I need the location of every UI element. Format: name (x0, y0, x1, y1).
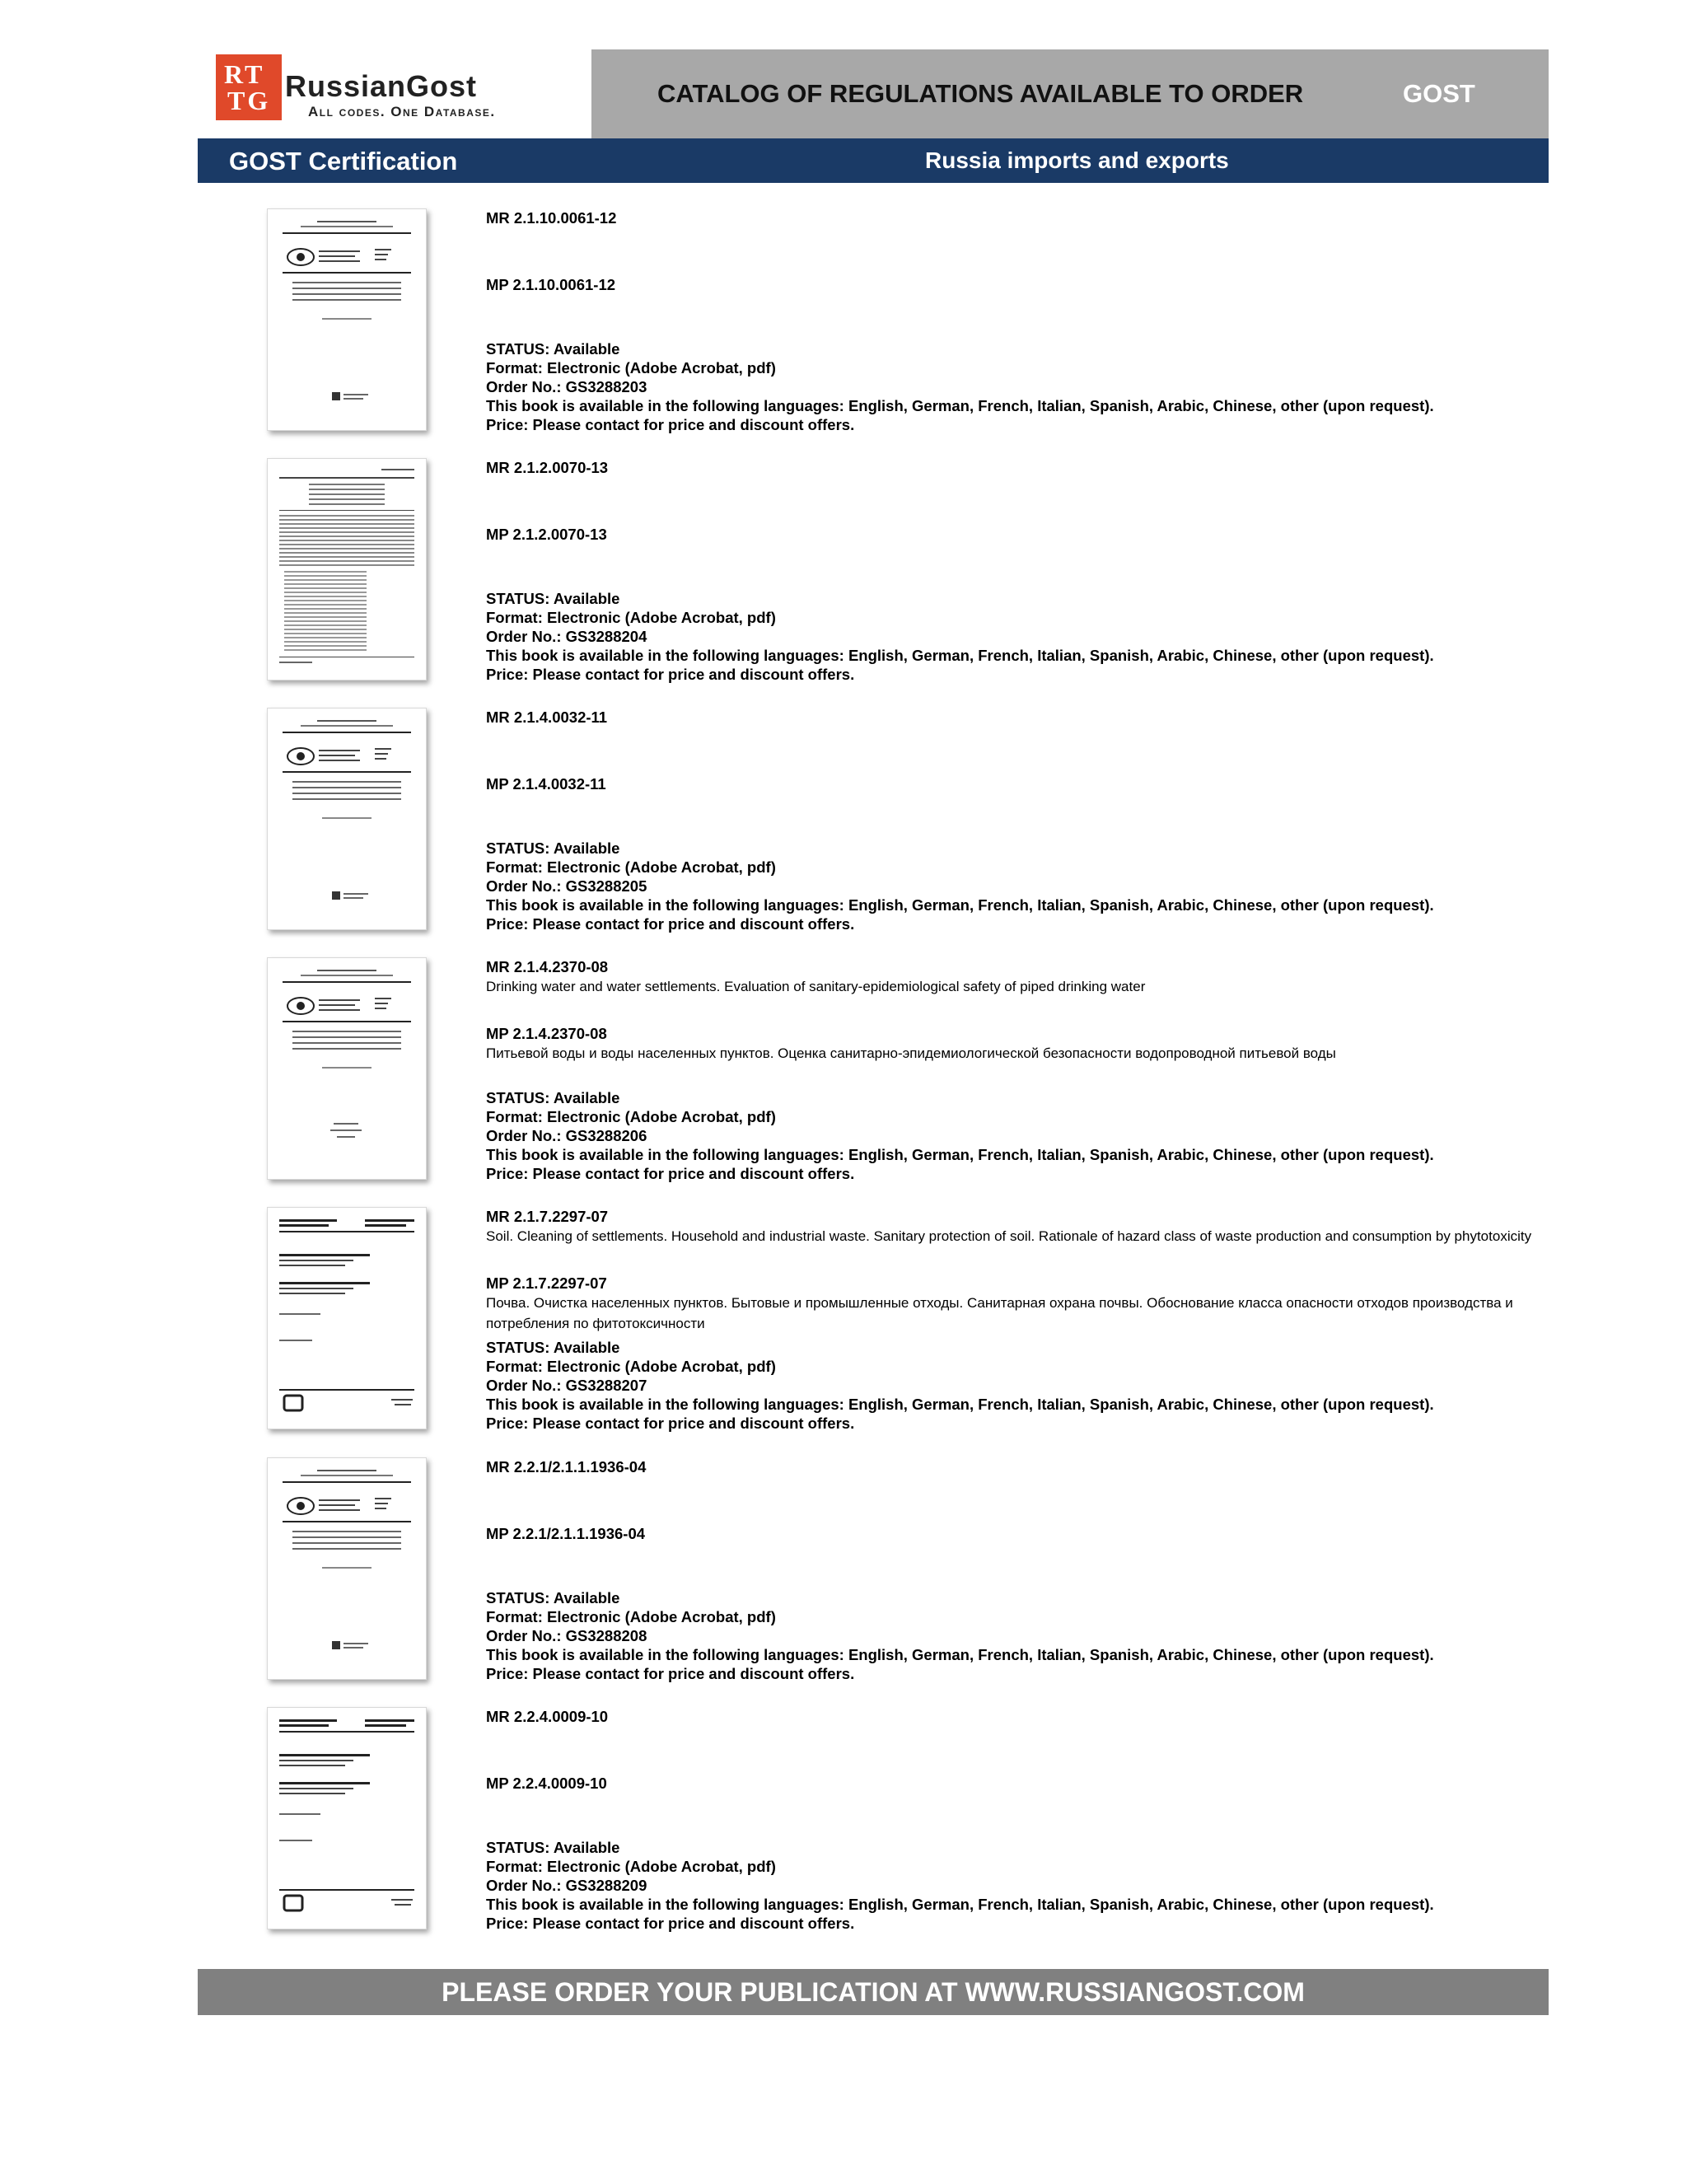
page-preview-icon (268, 958, 426, 1179)
english-block (486, 208, 1540, 227)
russian-block (486, 525, 1540, 544)
languages-text: This book is available in the following languages: English, German, French, Italian, Spanish, Arabic, Chinese, other (upon request). (486, 1646, 1434, 1663)
logo-name: RussianGost (285, 69, 478, 103)
price-text: Price: Please contact for price and discount offers. (486, 1915, 855, 1932)
english-block (486, 708, 1540, 727)
page-preview-icon (268, 209, 426, 430)
format-text: Format: Electronic (Adobe Acrobat, pdf) (486, 1358, 776, 1375)
order-number: Order No.: GS3288206 (486, 1127, 647, 1144)
languages-text: This book is available in the following languages: English, German, French, Italian, Spanish, Arabic, Chinese, other (upon request). (486, 1146, 1434, 1163)
document-thumbnail[interactable] (267, 1707, 427, 1929)
order-number: Order No.: GS3288204 (486, 628, 647, 645)
russian-block (486, 1774, 1540, 1793)
logo-mark-line1: RT (224, 59, 265, 89)
status-text: STATUS: Available (486, 1589, 620, 1606)
logo-tagline: All codes. One Database. (308, 104, 496, 119)
format-text: Format: Electronic (Adobe Acrobat, pdf) (486, 1108, 776, 1125)
page-preview-icon (268, 1708, 426, 1929)
logo-mark-icon (216, 54, 282, 120)
code-en[interactable]: MR 2.1.10.0061-12 (486, 209, 617, 227)
order-number: Order No.: GS3288205 (486, 877, 647, 895)
languages-text: This book is available in the following languages: English, German, French, Italian, Spanish, Arabic, Chinese, other (upon request). (486, 1396, 1434, 1413)
order-footer[interactable]: PLEASE ORDER YOUR PUBLICATION AT WWW.RUSSIANGOST.COM (198, 1969, 1549, 2015)
document-thumbnail[interactable] (267, 1207, 427, 1429)
english-block (486, 957, 1540, 997)
format-text: Format: Electronic (Adobe Acrobat, pdf) (486, 1858, 776, 1875)
russian-block (486, 1524, 1540, 1543)
description-ru: Питьевой воды и воды населенных пунктов. Оценка санитарно-эпидемиологической безопасности водопроводной питьевой воды (486, 1045, 1336, 1061)
price-text: Price: Please contact for price and discount offers. (486, 1415, 855, 1432)
english-block (486, 458, 1540, 477)
catalog-header (591, 49, 1549, 138)
document-thumbnail[interactable] (267, 208, 427, 431)
entry-details (486, 839, 1540, 933)
entry-details (486, 1838, 1540, 1933)
price-text: Price: Please contact for price and discount offers. (486, 915, 855, 933)
status-text: STATUS: Available (486, 1339, 620, 1356)
format-text: Format: Electronic (Adobe Acrobat, pdf) (486, 609, 776, 626)
code-ru[interactable]: MP 2.1.10.0061-12 (486, 276, 616, 293)
russian-block (486, 1274, 1540, 1334)
code-en[interactable]: MR 2.2.4.0009-10 (486, 1708, 609, 1725)
status-text: STATUS: Available (486, 590, 620, 607)
russian-block (486, 774, 1540, 793)
languages-text: This book is available in the following languages: English, German, French, Italian, Spanish, Arabic, Chinese, other (upon request). (486, 397, 1434, 414)
catalog-entry (198, 208, 1549, 456)
code-ru[interactable]: MP 2.1.2.0070-13 (486, 526, 607, 543)
catalog-tag: GOST (1403, 79, 1475, 108)
description-en: Drinking water and water settlements. Evaluation of sanitary-epidemiological safety of piped drinking water (486, 979, 1146, 994)
page-preview-icon (268, 1458, 426, 1679)
code-ru[interactable]: MP 2.1.4.0032-11 (486, 775, 606, 793)
logo-mark-line2: TG (227, 86, 271, 115)
code-en[interactable]: MR 2.1.2.0070-13 (486, 459, 609, 476)
catalog-entry (198, 1207, 1549, 1454)
banner-left: GOST Certification (229, 147, 458, 175)
document-thumbnail[interactable] (267, 957, 427, 1180)
status-text: STATUS: Available (486, 340, 620, 358)
languages-text: This book is available in the following languages: English, German, French, Italian, Spanish, Arabic, Chinese, other (upon request). (486, 1896, 1434, 1913)
entry-details (486, 589, 1540, 684)
entry-details (486, 1088, 1540, 1183)
languages-text: This book is available in the following languages: English, German, French, Italian, Spanish, Arabic, Chinese, other (upon request). (486, 896, 1434, 914)
format-text: Format: Electronic (Adobe Acrobat, pdf) (486, 359, 776, 376)
catalog-entry (198, 708, 1549, 955)
order-number: Order No.: GS3288207 (486, 1377, 647, 1394)
english-block (486, 1707, 1540, 1726)
entry-details (486, 1588, 1540, 1683)
english-block (486, 1457, 1540, 1476)
price-text: Price: Please contact for price and discount offers. (486, 1165, 855, 1182)
code-ru[interactable]: MP 2.2.4.0009-10 (486, 1775, 607, 1792)
page-preview-icon (268, 459, 426, 680)
entry-details (486, 1338, 1540, 1433)
catalog-entry (198, 1457, 1549, 1705)
price-text: Price: Please contact for price and discount offers. (486, 416, 855, 433)
banner (198, 138, 1549, 183)
code-en[interactable]: MR 2.1.7.2297-07 (486, 1208, 609, 1225)
catalog-entry (198, 458, 1549, 705)
format-text: Format: Electronic (Adobe Acrobat, pdf) (486, 1608, 776, 1625)
code-ru[interactable]: MP 2.2.1/2.1.1.1936-04 (486, 1525, 646, 1542)
price-text: Price: Please contact for price and discount offers. (486, 666, 855, 683)
code-ru[interactable]: MP 2.1.7.2297-07 (486, 1274, 607, 1292)
price-text: Price: Please contact for price and discount offers. (486, 1665, 855, 1682)
status-text: STATUS: Available (486, 1839, 620, 1856)
order-number: Order No.: GS3288209 (486, 1877, 647, 1894)
english-block (486, 1207, 1540, 1246)
code-en[interactable]: MR 2.1.4.2370-08 (486, 958, 609, 975)
entry-details (486, 339, 1540, 434)
catalog-title: CATALOG OF REGULATIONS AVAILABLE TO ORDER (657, 79, 1304, 108)
document-thumbnail[interactable] (267, 1457, 427, 1680)
catalog-entry (198, 957, 1549, 1204)
document-thumbnail[interactable] (267, 708, 427, 930)
languages-text: This book is available in the following languages: English, German, French, Italian, Spanish, Arabic, Chinese, other (upon request). (486, 647, 1434, 664)
order-number: Order No.: GS3288208 (486, 1627, 647, 1644)
status-text: STATUS: Available (486, 1089, 620, 1106)
page-preview-icon (268, 1208, 426, 1429)
logo[interactable] (198, 49, 591, 138)
russian-block (486, 1024, 1540, 1064)
page-header (198, 49, 1549, 138)
description-en: Soil. Cleaning of settlements. Household and industrial waste. Sanitary protection of soil. Rationale of hazard class of waste production and consumption by phytotoxicity (486, 1228, 1532, 1244)
catalog-entry (198, 1707, 1549, 1954)
page-preview-icon (268, 709, 426, 929)
document-thumbnail[interactable] (267, 458, 427, 680)
order-number: Order No.: GS3288203 (486, 378, 647, 395)
code-en[interactable]: MR 2.1.4.0032-11 (486, 709, 608, 726)
status-text: STATUS: Available (486, 839, 620, 857)
description-ru: Почва. Очистка населенных пунктов. Бытовые и промышленные отходы. Санитарная охрана почвы. Обоснование класса опасности отходов производства и потребления по фитотоксичности (486, 1295, 1513, 1331)
russian-block (486, 275, 1540, 294)
format-text: Format: Electronic (Adobe Acrobat, pdf) (486, 858, 776, 876)
banner-right: Russia imports and exports (925, 147, 1229, 173)
code-en[interactable]: MR 2.2.1/2.1.1.1936-04 (486, 1458, 647, 1475)
code-ru[interactable]: MP 2.1.4.2370-08 (486, 1025, 607, 1042)
